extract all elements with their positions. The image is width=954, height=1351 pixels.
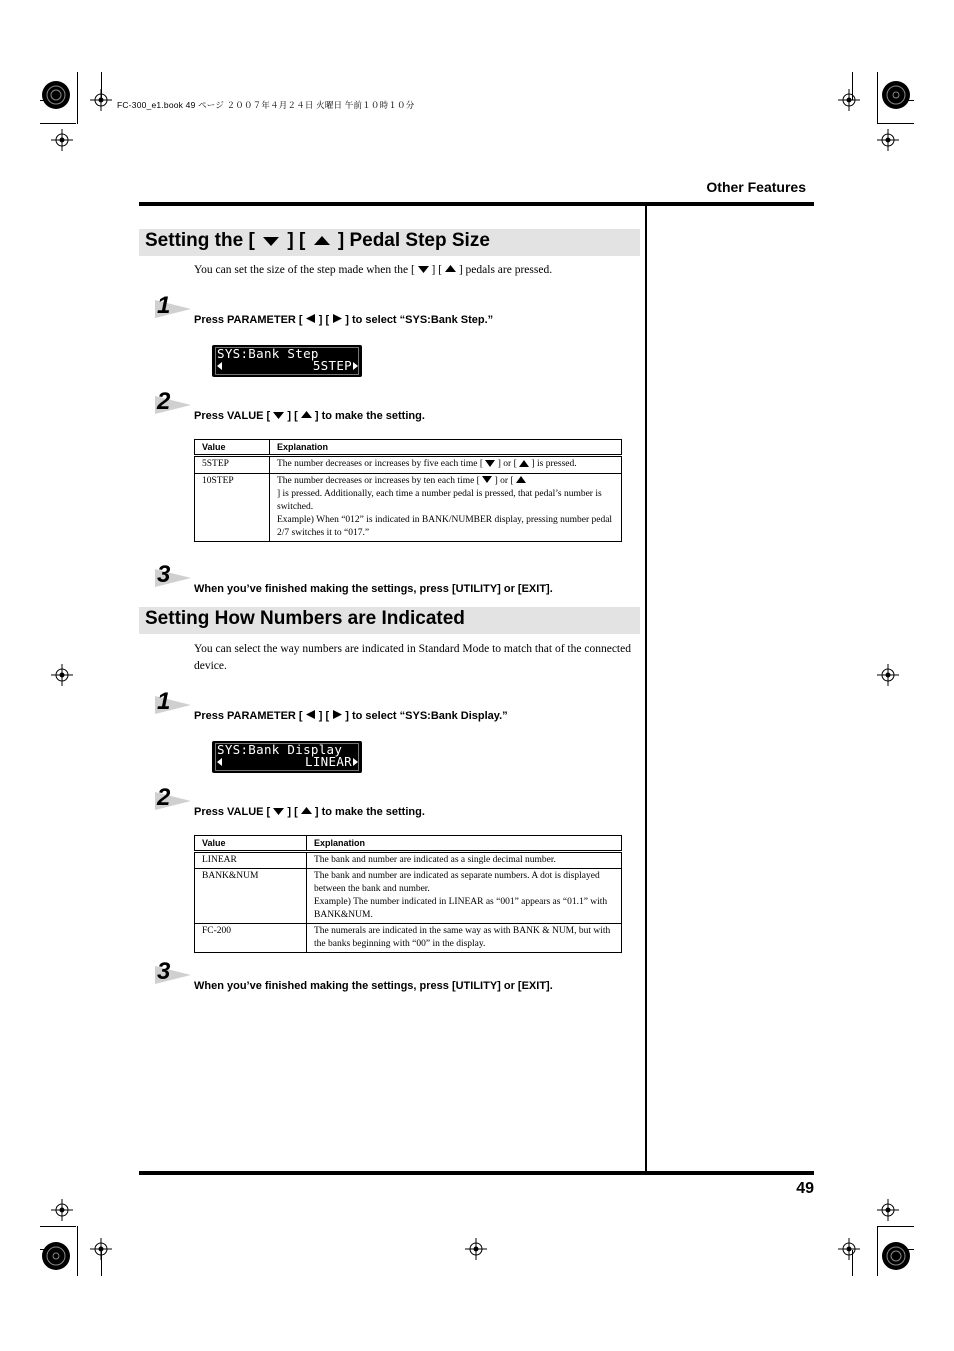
step-instruction [194,314,493,326]
section1-heading [139,229,640,256]
up-triangle-icon [516,476,526,483]
down-triangle-icon [262,235,280,247]
file-info: FC-300_e1.book 49 ページ ２００７年４月２４日 火曜日 午前１０時１０分 [117,100,415,110]
up-triangle-icon [301,807,312,815]
section2-heading [139,607,640,634]
table-cell-explanation: The numerals are indicated in the same way as with BANK & NUM, but with the banks beginning with “00” in the display. [307,924,622,953]
down-triangle-icon [418,265,429,273]
table-row [195,456,622,474]
up-triangle-icon [519,460,529,467]
registration-mark-icon [877,129,899,151]
heading-text-pre: Setting the [ [145,230,255,251]
table-cell-explanation [270,473,622,542]
registration-mark-icon [90,1238,112,1260]
step-instruction [194,710,508,722]
right-triangle-icon [332,710,342,719]
down-triangle-icon [273,807,284,815]
table-row [195,869,622,924]
step-instruction: When you’ve finished making the settings, press [UTILITY] or [EXIT]. [194,980,553,992]
right-triangle-icon [332,314,342,323]
lcd-display [212,345,362,377]
step-number [155,688,195,715]
table-row [195,924,622,953]
cell-text: ] or [ [497,459,517,469]
step-number [155,388,195,415]
registration-mark-icon [838,1238,860,1260]
column-divider [645,206,647,1172]
step-instruction [194,410,425,422]
cell-text: ] is pressed. [531,459,577,469]
heading-text-mid: ] [ [287,230,306,251]
lcd-line1: SYS:Bank Step [217,346,319,361]
table-cell-explanation [307,869,622,924]
step-instruction [194,806,425,818]
down-triangle-icon [273,411,284,419]
section-label: Other Features [706,179,806,195]
table-cell-value: 10STEP [195,473,270,542]
step-digit: 2 [157,388,171,415]
instr-pre: Press PARAMETER [ [194,314,303,327]
heading-text: Setting How Numbers are Indicated [145,608,465,629]
col-header: Value [195,440,270,456]
printer-disc-icon [41,80,71,110]
value-table [194,439,622,542]
instr-mid: ] [ [287,410,298,423]
registration-mark-icon [90,89,112,111]
cell-text: ] or [ [494,475,514,486]
col-header: Value [195,836,307,852]
down-triangle-icon [485,460,495,467]
instr-post: ] to make the setting. [314,410,425,423]
table-cell-value: FC-200 [195,924,307,953]
registration-mark-icon [877,1199,899,1221]
top-rule [139,202,814,206]
lcd-left-arrow-icon [217,362,222,370]
table-cell-value: 5STEP [195,456,270,474]
intro-post: ] pedals are pressed. [458,264,553,276]
step-instruction: When you’ve finished making the settings, press [UTILITY] or [EXIT]. [194,583,553,595]
registration-mark-icon [465,1238,487,1260]
page-number: 49 [796,1180,814,1197]
instr-pre: Press VALUE [ [194,410,271,423]
col-header: Explanation [307,836,622,852]
instr-post: ] to make the setting. [314,806,425,819]
value-table [194,835,622,953]
lcd-line1: SYS:Bank Display [217,742,343,757]
step-number [155,292,195,319]
up-triangle-icon [445,265,456,273]
intro-pre: You can set the size of the step made when the [ [194,264,415,276]
lcd-right-arrow-icon [353,758,358,766]
registration-mark-icon [838,89,860,111]
step-digit: 3 [157,958,171,985]
down-triangle-icon [482,476,492,483]
section2-intro: You can select the way numbers are indicated in Standard Mode to match that of the connected device. [194,643,631,672]
cell-example: Example) The number indicated in LINEAR as “001” appears as “01.1” with BANK&NUM. [314,897,608,920]
step-digit: 1 [157,292,171,319]
printer-disc-icon [881,80,911,110]
up-triangle-icon [301,411,312,419]
lcd-display [212,741,362,773]
cell-text: The bank and number are indicated as separate numbers. A dot is displayed between the bank and number. [314,871,600,894]
bottom-rule [139,1171,814,1175]
lcd-line2: 5STEP [312,358,352,373]
step-digit: 2 [157,784,171,811]
instr-mid: ] [ [318,314,330,327]
left-triangle-icon [306,710,316,719]
registration-mark-icon [51,1199,73,1221]
cell-text: ] is pressed. Additionally, each time a number pedal is pressed, that pedal’s number is switched. [277,489,602,513]
instr-post: ] to select “SYS:Bank Step.” [345,314,494,327]
step-number [155,561,195,588]
printer-disc-icon [41,1241,71,1271]
table-cell-explanation: The bank and number are indicated as a single decimal number. [307,852,622,869]
lcd-line2: LINEAR [305,754,352,769]
cell-text: The number decreases or increases by five each time [ [277,459,483,469]
registration-mark-icon [51,129,73,151]
table-row [195,852,622,869]
registration-mark-icon [877,664,899,686]
printer-disc-icon [881,1241,911,1271]
table-cell-value: LINEAR [195,852,307,869]
col-header: Explanation [270,440,622,456]
table-cell-value: BANK&NUM [195,869,307,924]
intro-mid: ] [ [431,264,443,276]
heading-text-post: ] Pedal Step Size [337,230,490,251]
step-digit: 1 [157,688,171,715]
instr-post: ] to select “SYS:Bank Display.” [345,710,508,723]
step-number [155,958,195,985]
cell-text: The number decreases or increases by ten each time [ [277,475,480,486]
section1-intro [194,262,634,279]
table-cell-explanation [270,456,622,474]
cell-example: Example) When “012” is indicated in BANK/NUMBER display, pressing number pedal 2/7 switches it to “017.” [277,515,613,539]
step-number [155,784,195,811]
step-digit: 3 [157,561,171,588]
instr-pre: Press PARAMETER [ [194,710,303,723]
registration-mark-icon [51,664,73,686]
left-triangle-icon [306,314,316,323]
table-row [195,473,622,542]
instr-mid: ] [ [318,710,330,723]
instr-mid: ] [ [287,806,298,819]
lcd-right-arrow-icon [353,362,358,370]
instr-pre: Press VALUE [ [194,806,271,819]
up-triangle-icon [313,235,331,247]
lcd-left-arrow-icon [217,758,222,766]
